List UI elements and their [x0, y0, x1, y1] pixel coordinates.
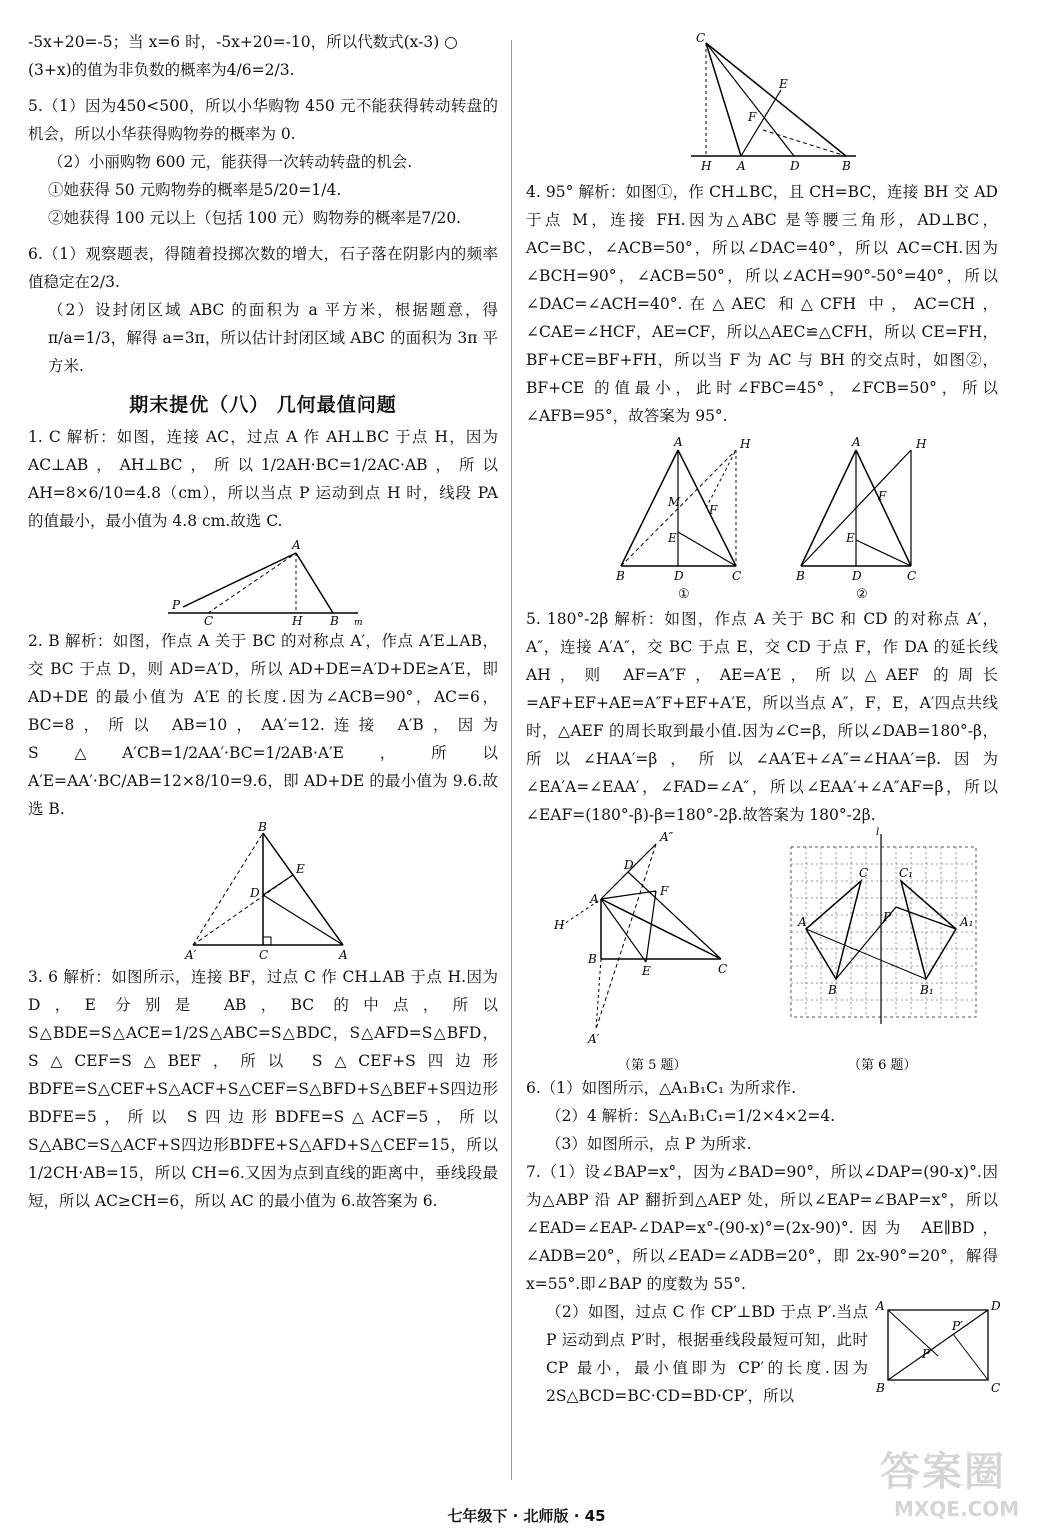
svg-text:A′: A′: [588, 1032, 600, 1046]
answer-5: 5. 180°-2β 解析：如图，作点 A 关于 BC 和 CD 的对称点 A′，A″，连接 A′A″，交 BC 于点 E，交 CD 于点 F，作 DA 的延长线 AH，则 AF=A″F，AE=A′E，所以△AEF 的周长=AF+EF+AE=A″F+EF+A′E，所以当点 A″，F，E，A′四点共线时，△AEF 的周长取到最小值.因为∠C=β，所以∠DAB=180°-β，所以∠HAA′=β，所以∠AA′E+∠A″=∠HAA′=β.因为∠EA′A=∠EAA′，∠FAD=∠A″，所以∠EAA′+∠A″AF=β，所以∠EAF=(180°-β)-β=180°-2β.故答案为 180°-2β.: [526, 610, 998, 824]
svg-text:D: D: [624, 858, 634, 872]
figure-3: [526, 28, 998, 178]
svg-text:B: B: [876, 1381, 885, 1395]
svg-text:C: C: [859, 866, 869, 880]
svg-text:F: F: [709, 503, 718, 517]
svg-text:F: F: [748, 110, 757, 124]
question-5c: ①她获得 50 元购物券的概率是5/20=1/4.: [48, 181, 342, 199]
svg-text:F: F: [878, 489, 887, 503]
svg-text:B: B: [828, 983, 837, 997]
question-7-2-block: [526, 1298, 1001, 1410]
question-6-3: （3）如图所示，点 P 为所求.: [546, 1135, 752, 1153]
svg-text:A: A: [852, 435, 861, 449]
question-5a: 5.（1）因为450<500，所以小华购物 450 元不能获得转动转盘的机会，所以小华获得购物券的概率为 0.: [28, 97, 498, 143]
figure-label: ②: [856, 587, 868, 602]
svg-text:C: C: [259, 948, 269, 962]
section-title: 期末提优（八） 几何最值问题: [129, 394, 397, 416]
svg-text:H: H: [701, 159, 712, 173]
svg-text:F: F: [660, 884, 669, 898]
svg-text:B: B: [330, 614, 339, 628]
svg-text:A: A: [737, 159, 746, 173]
svg-text:E: E: [296, 862, 305, 876]
right-column: [526, 28, 1001, 1410]
question-5b: （2）小丽购物 600 元，能获得一次转动转盘的机会.: [48, 153, 413, 171]
svg-text:B₁: B₁: [920, 983, 934, 997]
caption-6: （第 6 题）: [848, 1058, 917, 1073]
svg-text:A: A: [798, 915, 807, 929]
svg-text:D: D: [991, 1299, 1001, 1313]
svg-text:m: m: [354, 618, 363, 628]
svg-text:C: C: [732, 569, 742, 583]
figure-5-6: [526, 829, 998, 1074]
svg-text:H: H: [740, 437, 751, 451]
caption-5: （第 5 题）: [618, 1058, 687, 1073]
svg-text:E: E: [846, 531, 855, 545]
svg-text:B: B: [588, 952, 597, 966]
svg-text:A: A: [590, 892, 599, 906]
svg-text:D: D: [790, 159, 800, 173]
question-7-2: （2）如图，过点 C 作 CP′⊥BD 于点 P′.当点 P 运动到点 P′时，根据垂线段最短可知，此时 CP 最小，最小值即为 CP′的长度.因为 2S△BCD=BC·CD=BD·CP′，所以: [546, 1303, 868, 1405]
svg-text:H: H: [554, 918, 565, 932]
svg-text:A: A: [339, 948, 348, 962]
question-7-1: 7.（1）设∠BAP=x°，因为∠BAD=90°，所以∠DAP=(90-x)°.因为△ABP 沿 AP 翻折到△AEP 处，所以∠EAP=∠BAP=x°，所以∠EAD=∠EAP-∠DAP=x°-(90-x)°=(2x-90)°.因为 AE∥BD，∠ADB=20°，所以∠EAD=∠ADB=20°，即 2x-90°=20°，解得 x=55°.即∠BAP 的度数为 55°.: [526, 1163, 998, 1293]
figure-2: [28, 820, 498, 963]
question-6-2: （2）4 解析：S△A₁B₁C₁=1/2×4×2=4.: [546, 1107, 836, 1125]
text-line: (3+x)的值为非负数的概率为4/6=2/3.: [28, 61, 295, 79]
svg-text:B: B: [258, 820, 267, 834]
column-divider: [511, 40, 512, 1480]
svg-text:D: D: [674, 569, 684, 583]
svg-text:P′: P′: [952, 1319, 963, 1333]
left-column: [28, 28, 498, 1215]
question-6-1: 6.（1）如图所示，△A₁B₁C₁ 为所求作.: [526, 1079, 797, 1097]
svg-text:P: P: [172, 598, 181, 612]
svg-text:B: B: [796, 569, 805, 583]
svg-text:D: D: [852, 569, 862, 583]
svg-text:P: P: [883, 910, 892, 924]
answer-3: 3. 6 解析：如图所示，连接 BF，过点 C 作 CH⊥AB 于点 H.因为 D，E 分别是 AB，BC 的中点，所以 S△BDE=S△ACE=1/2S△ABC=S△BDC，S△AFD=S△BFD，S△CEF=S△BEF，所以 S△CEF+S四边形BDFE=S△CEF+S△ACF+S△CEF=S△BFD+S△BEF+S四边形BDFE=5，所以 S四边形BDFE=S△ACF=5，所以 S△ABC=S△ACF+S四边形BDFE+S△AFD+S△CEF=15，所以1/2CH·AB=15，所以 CH=6.又因为点到直线的距离中，垂线段最短，所以 AC≥CH=6，所以 AC 的最小值为 6.故答案为 6.: [28, 968, 498, 1210]
question-6a: 6.（1）观察题表，得随着投掷次数的增大，石子落在阴影内的频率值稳定在2/3.: [28, 245, 498, 291]
svg-text:H: H: [292, 614, 303, 628]
svg-text:P: P: [922, 1347, 931, 1361]
svg-text:C: C: [204, 614, 214, 628]
svg-text:C₁: C₁: [899, 866, 913, 880]
text-line: -5x+20=-5；当 x=6 时，-5x+20=-10，所以代数式(x-3) ○: [28, 33, 458, 51]
watermark-logo: [880, 1440, 1040, 1530]
svg-text:C: C: [696, 31, 706, 45]
figure-7: [868, 1298, 1001, 1398]
svg-text:D: D: [250, 886, 260, 900]
page-footer: 七年级下 · 北师版 · 45: [447, 1507, 606, 1525]
svg-text:E: E: [668, 531, 677, 545]
answer-1: 1. C 解析：如图，连接 AC，过点 A 作 AH⊥BC 于点 H，因为 AC⊥AB，AH⊥BC，所以1/2AH·BC=1/2AC·AB，所以 AH=8×6/10=4.8（cm），所以当点 P 运动到点 H 时，线段 PA 的值最小，最小值为 4.8 cm.故选 C.: [28, 428, 498, 530]
svg-text:M: M: [668, 495, 681, 509]
svg-text:E: E: [779, 77, 788, 91]
answer-4: 4. 95° 解析：如图①，作 CH⊥BC，且 CH=BC，连接 BH 交 AD 于点 M，连接 FH.因为△ABC 是等腰三角形，AD⊥BC，AC=BC，∠ACB=50°，所以∠DAC=40°，所以 AC=CH.因为∠BCH=90°，∠ACB=50°，所以∠ACH=90°-50°=40°，所以∠DAC=∠ACH=40°.在△AEC 和△CFH 中，AC=CH，∠CAE=∠HCF，AE=CF，所以△AEC≌△CFH，所以 CE=FH，BF+CE=BF+FH，所以当 F 为 AC 与 BH 的交点时，如图②，BF+CE 的值最小，此时∠FBC=45°，∠FCB=50°，所以∠AFB=95°，故答案为 95°.: [526, 183, 998, 425]
svg-text:C: C: [718, 962, 728, 976]
watermark-text: 答案圈: [880, 1449, 1006, 1495]
figure-4: [526, 430, 998, 605]
svg-text:A′: A′: [185, 948, 197, 962]
answer-2: 2. B 解析：如图，作点 A 关于 BC 的对称点 A′，作点 A′E⊥AB，交 BC 于点 D，则 AD=A′D，所以 AD+DE=A′D+DE≥A′E，即 AD+DE 的最小值为 A′E 的长度.因为∠ACB=90°，AC=6，BC=8，所以 AB=10，AA′=12.连接 A′B，因为 S△A′CB=1/2AA′·BC=1/2AB·A′E，所以 A′E=AA′·BC/AB=12×8/10=9.6，即 AD+DE 的最小值为 9.6.故选 B.: [28, 632, 498, 818]
svg-text:A: A: [876, 1299, 885, 1313]
figure-label: ①: [678, 587, 690, 602]
question-6b: （2）设封闭区域 ABC 的面积为 a 平方米，根据题意，得π/a=1/3，解得 a=3π，所以估计封闭区域 ABC 的面积为 3π 平方米.: [48, 301, 498, 375]
svg-text:A₁: A₁: [960, 915, 974, 929]
svg-text:H: H: [916, 437, 927, 451]
svg-text:C: C: [907, 569, 917, 583]
svg-text:E: E: [642, 964, 651, 978]
svg-text:A: A: [292, 538, 301, 552]
svg-text:A″: A″: [660, 830, 674, 844]
svg-text:B: B: [616, 569, 625, 583]
svg-text:A: A: [674, 435, 683, 449]
svg-text:B: B: [842, 159, 851, 173]
watermark-url: MXQE.COM: [894, 1497, 1020, 1521]
grid-lines: [791, 847, 976, 1017]
svg-text:C: C: [991, 1381, 1001, 1395]
figure-1: [28, 535, 498, 627]
svg-text:l: l: [876, 827, 880, 838]
question-5d: ②她获得 100 元以上（包括 100 元）购物券的概率是7/20.: [48, 209, 462, 227]
